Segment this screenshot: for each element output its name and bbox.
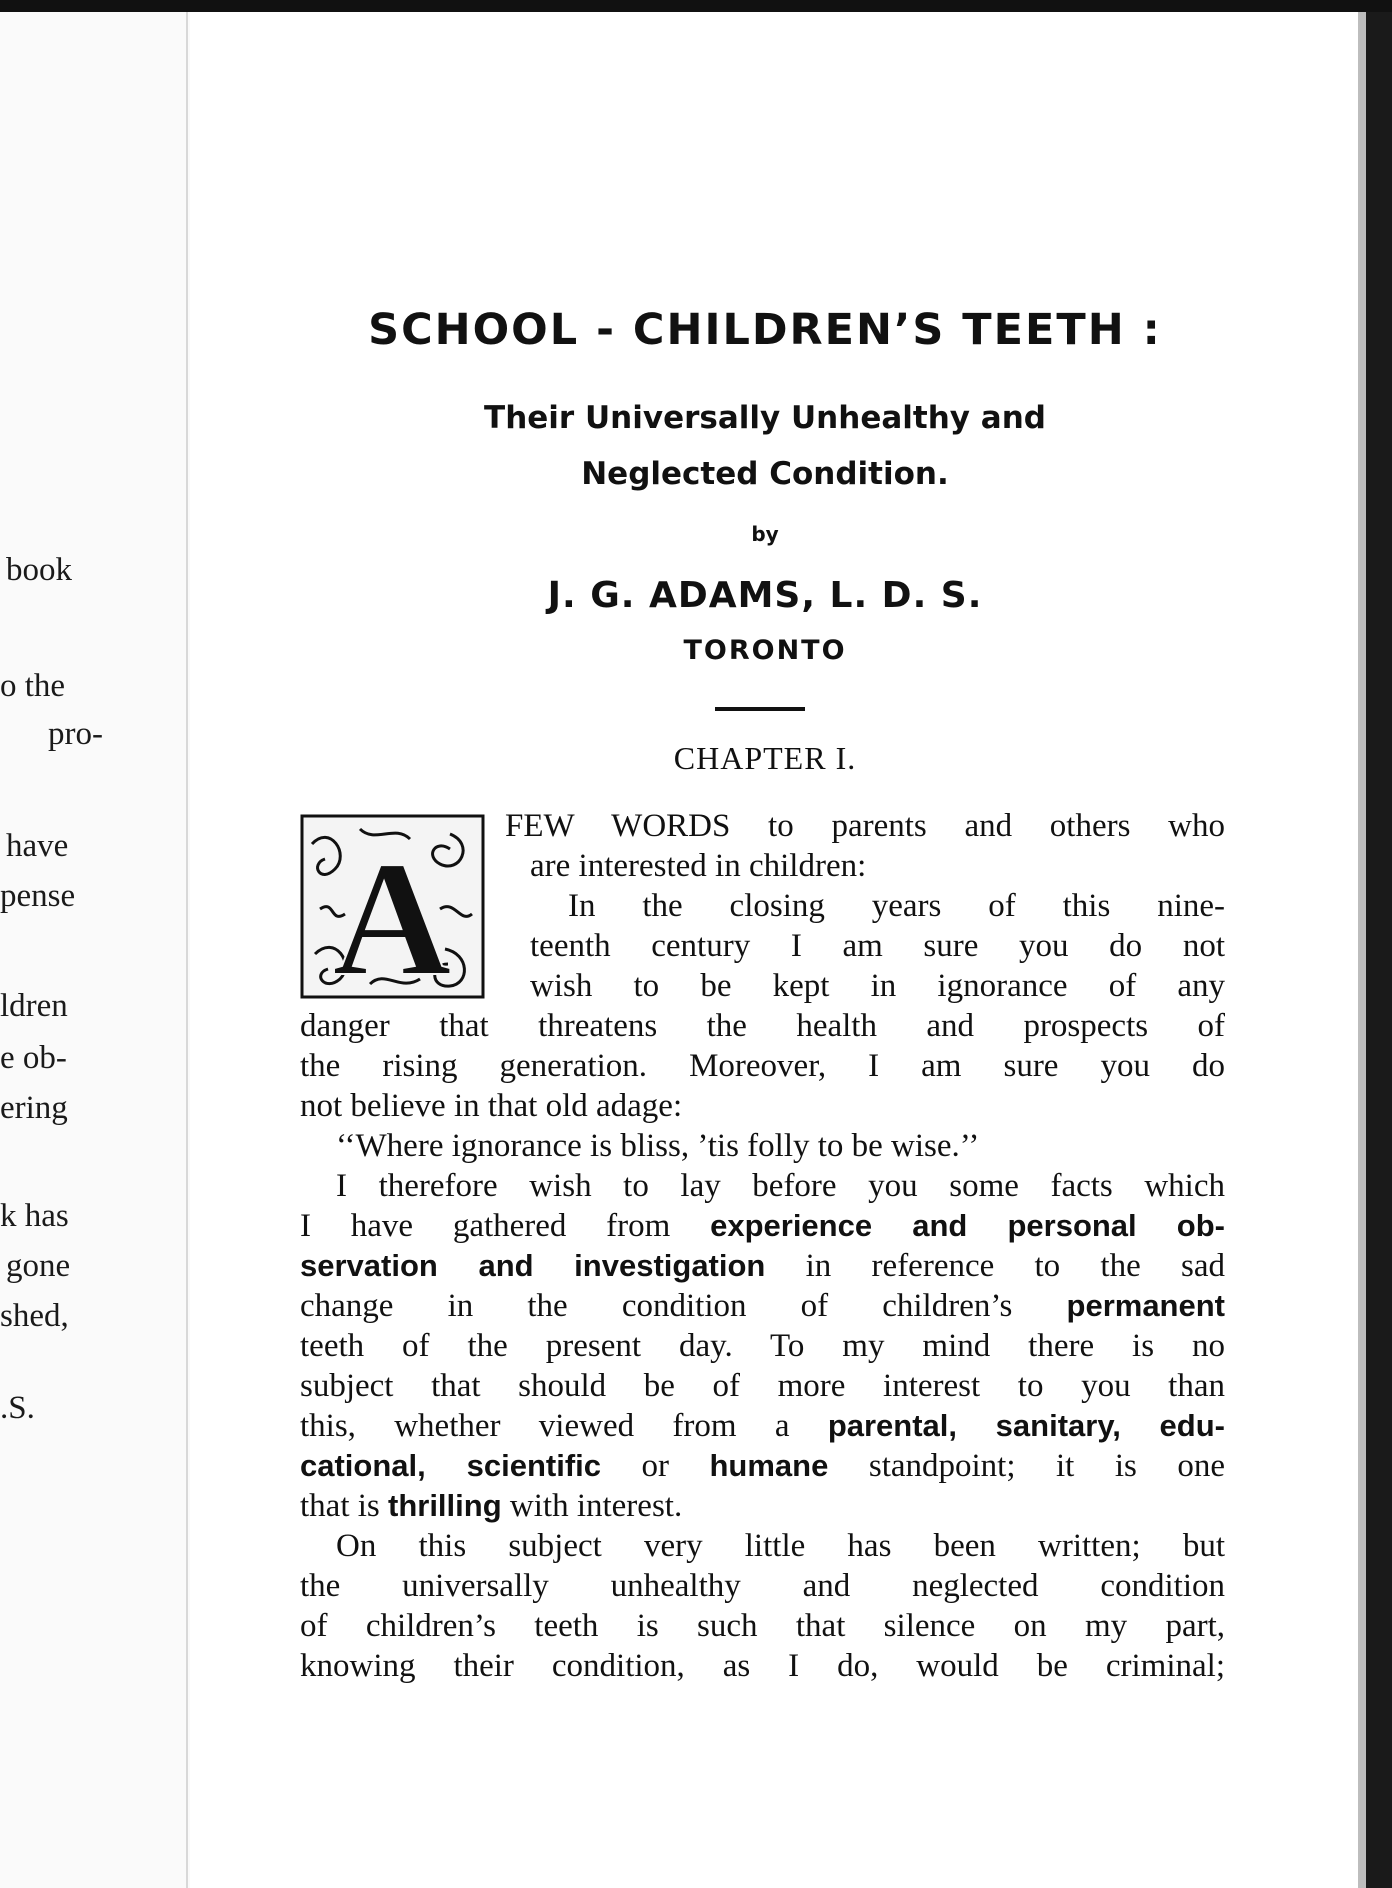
body-line: of children’s teeth is such that silence on my part, <box>300 1608 1225 1644</box>
subtitle-line: Their Universally Unhealthy and <box>484 400 1046 436</box>
subtitle <box>300 390 1230 502</box>
body-line: wish to be kept in ignorance of any <box>530 968 1225 1004</box>
body-line: ‘‘Where ignorance is bliss, ’tis folly to be wise.’’ <box>336 1128 980 1164</box>
title-rule <box>715 707 805 711</box>
author-city: TORONTO <box>683 635 847 666</box>
body-line: I therefore wish to lay before you some facts which <box>336 1168 1225 1204</box>
svg-text:A: A <box>332 827 452 999</box>
body-line: teeth of the present day. To my mind there is no <box>300 1328 1225 1364</box>
ornamental-dropcap-icon <box>300 814 485 999</box>
body-line: that is thrilling with interest. <box>300 1488 683 1524</box>
body-line: cational, scientific or humane standpoint; it is one <box>300 1448 1225 1484</box>
body-line: teenth century I am sure you do not <box>530 928 1225 964</box>
chapter-heading: CHAPTER I. <box>673 740 857 776</box>
byline: by <box>751 522 779 546</box>
page-edge-shadow <box>1358 12 1366 1888</box>
body-line: danger that threatens the health and prospects of <box>300 1008 1225 1044</box>
body-line: the universally unhealthy and neglected condition <box>300 1568 1225 1604</box>
body-line: not believe in that old adage: <box>300 1088 683 1124</box>
scan-right-border <box>1366 12 1392 1888</box>
body-line: the rising generation. Moreover, I am sure you do <box>300 1048 1225 1084</box>
author-name: J. G. ADAMS, L. D. S. <box>547 575 983 616</box>
subtitle-line: Neglected Condition. <box>581 456 949 492</box>
body-line: I have gathered from experience and personal ob- <box>300 1208 1225 1244</box>
body-line: In the closing years of this nine- <box>568 888 1225 924</box>
body-line: change in the condition of children’s permanent <box>300 1288 1225 1324</box>
body-line: are interested in children: <box>530 848 867 884</box>
body-line: FEW WORDS to parents and others who <box>505 808 1225 844</box>
book-page <box>300 0 1230 1888</box>
body-line: knowing their condition, as I do, would be criminal; <box>300 1648 1225 1684</box>
previous-page-text: book o the pro- have pense ldren e ob- ering k has gone shed, .S. <box>0 552 103 1426</box>
body-line: this, whether viewed from a parental, sanitary, edu- <box>300 1408 1225 1444</box>
body-line: servation and investigation in reference to the sad <box>300 1248 1225 1284</box>
body-line: subject that should be of more interest to you than <box>300 1368 1225 1404</box>
body-line: On this subject very little has been written; but <box>336 1528 1225 1564</box>
page-title: SCHOOL - CHILDREN’S TEETH : <box>368 305 1162 355</box>
